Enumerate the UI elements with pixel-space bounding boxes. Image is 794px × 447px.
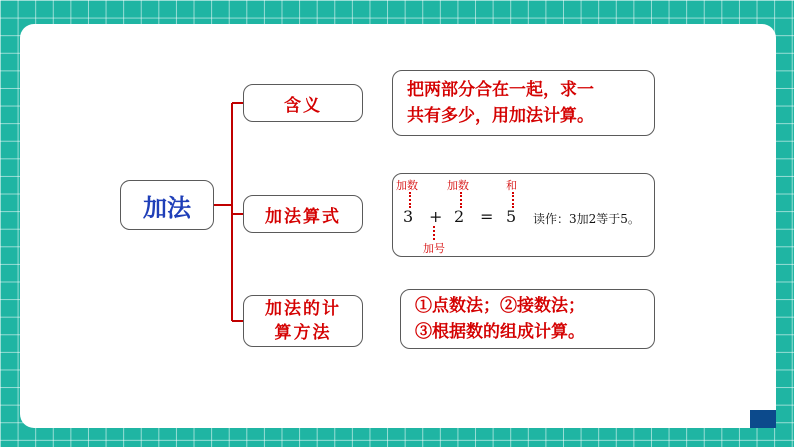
label-addend-1: 加数 <box>396 179 418 192</box>
formula-num-2: 2 <box>454 207 465 226</box>
formula-plus: + <box>429 207 443 226</box>
label-plus-sign: 加号 <box>423 242 445 255</box>
label-sum: 和 <box>506 179 517 192</box>
page-number <box>750 410 776 428</box>
methods-line-1: ①点数法；②接数法； <box>415 296 585 316</box>
branch-method-label-line1: 加法的计 <box>265 299 341 319</box>
branch-formula-label: 加法算式 <box>265 206 341 227</box>
formula-example <box>392 173 655 257</box>
meaning-line-2: 共有多少，用加法计算。 <box>407 106 594 126</box>
dots-sum <box>512 192 514 208</box>
label-addend-2: 加数 <box>447 179 469 192</box>
formula-result: 5 <box>506 207 517 226</box>
dots-plus <box>433 226 435 240</box>
meaning-description <box>392 70 655 136</box>
main-node-label: 加法 <box>143 193 191 222</box>
meaning-line-1: 把两部分合在一起，求一 <box>407 80 594 100</box>
branch-formula <box>243 195 363 233</box>
methods-description <box>400 289 655 349</box>
branch-meaning <box>243 84 363 122</box>
branch-meaning-label: 含义 <box>284 95 322 116</box>
formula-equals: = <box>480 207 494 226</box>
dots-addend-1 <box>409 192 411 208</box>
branch-method-label-line2: 算方法 <box>274 323 332 343</box>
main-node-addition <box>120 180 214 230</box>
branch-method <box>243 295 363 347</box>
methods-line-2: ③根据数的组成计算。 <box>415 322 585 342</box>
dots-addend-2 <box>460 192 462 208</box>
formula-num-1: 3 <box>403 207 414 226</box>
formula-reading: 读作：3加2等于5。 <box>533 212 640 226</box>
